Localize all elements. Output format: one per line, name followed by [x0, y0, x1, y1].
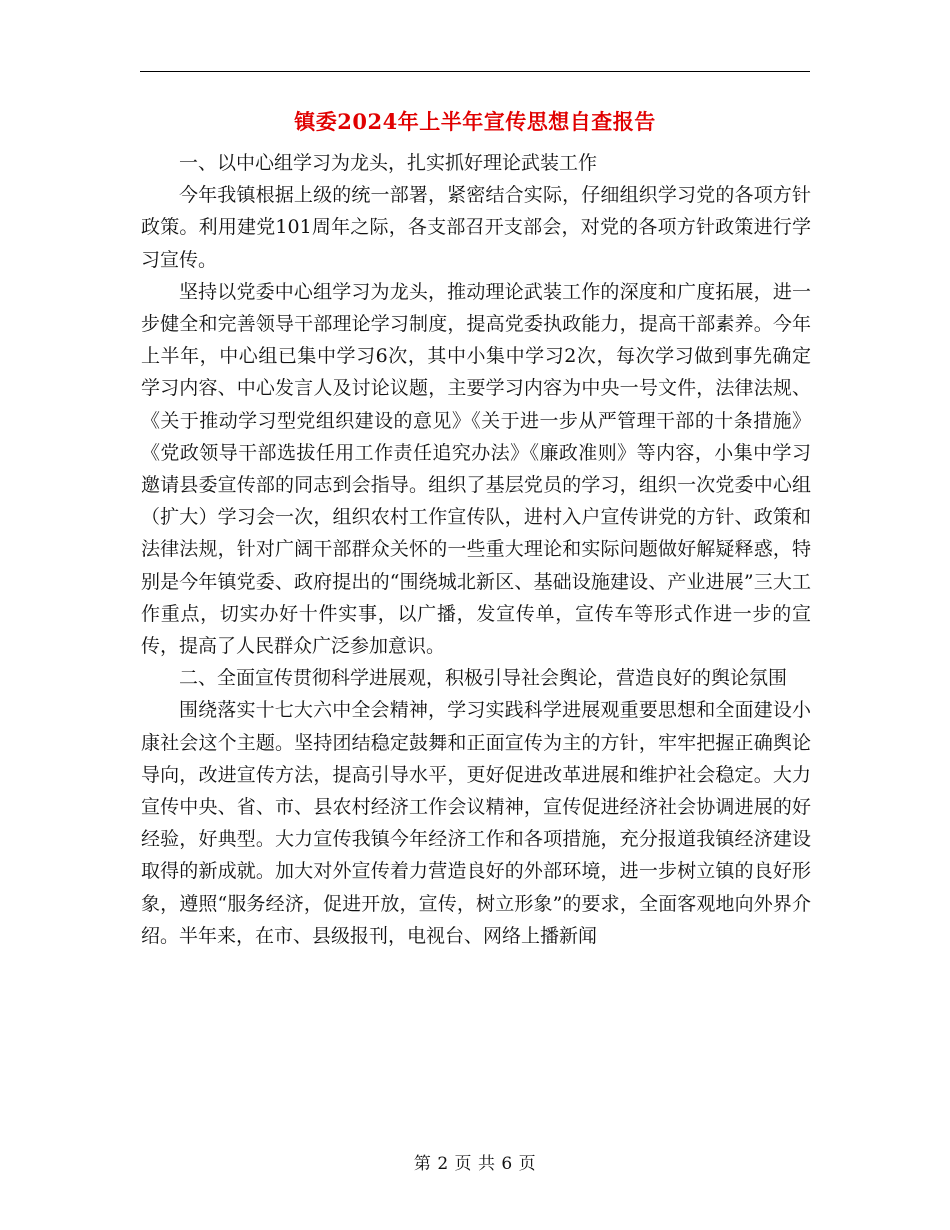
document-title: 镇委2024年上半年宣传思想自查报告 [294, 109, 656, 134]
page-number-footer: 第 2 页 共 6 页 [413, 1154, 537, 1174]
paragraph-3: 围绕落实十七大六中全会精神，学习实践科学进展观重要思想和全面建设小康社会这个主题。坚持团结稳定鼓舞和正面宣传为主的方针，牢牢把握正确舆论导向，改进宣传方法，提高引导水平，更好促进改革进展和维护社会稳定。大力宣传中央、省、市、县农村经济工作会议精神，宣传促进经济社会协调进展的好经验，好典型。大力宣传我镇今年经济工作和各项措施，充分报道我镇经济建设取得的新成就。加大对外宣传着力营造良好的外部环境，进一步树立镇的良好形象，遵照“服务经济，促进开放，宣传，树立形象”的要求，全面客观地向外界介绍。半年来，在市、县级报刊，电视台、网络上播新闻 [141, 699, 811, 947]
paragraph-1: 今年我镇根据上级的统一部署，紧密结合实际，仔细组织学习党的各项方针政策。利用建党101周年之际，各支部召开支部会，对党的各项方针政策进行学习宣传。 [141, 184, 811, 271]
section-heading-2: 二、全面宣传贯彻科学进展观，积极引导社会舆论，营造良好的舆论氛围 [179, 667, 788, 690]
section-heading-1: 一、以中心组学习为龙头，扎实抓好理论武装工作 [179, 152, 598, 174]
document-body [141, 147, 811, 952]
header-rule [140, 71, 810, 72]
paragraph-2: 坚持以党委中心组学习为龙头，推动理论武装工作的深度和广度拓展，进一步健全和完善领导干部理论学习制度，提高党委执政能力，提高干部素养。今年上半年，中心组已集中学习6次，其中小集中学习2次，每次学习做到事先确定学习内容、中心发言人及讨论议题，主要学习内容为中央一号文件，法律法规、《关于推动学习型党组织建设的意见》《关于进一步从严管理干部的十条措施》《党政领导干部选拔任用工作责任追究办法》《廉政准则》等内容，小集中学习邀请县委宣传部的同志到会指导。组织了基层党员的学习，组织一次党委中心组（扩大）学习会一次，组织农村工作宣传队，进村入户宣传讲党的方针、政策和法律法规，针对广阔干部群众关怀的一些重大理论和实际问题做好解疑释惑，特别是今年镇党委、政府提出的“围绕城北新区、基础设施建设、产业进展”三大工作重点，切实办好十件实事，以广播，发宣传单，宣传车等形式作进一步的宣传，提高了人民群众广泛参加意识。 [141, 280, 811, 658]
